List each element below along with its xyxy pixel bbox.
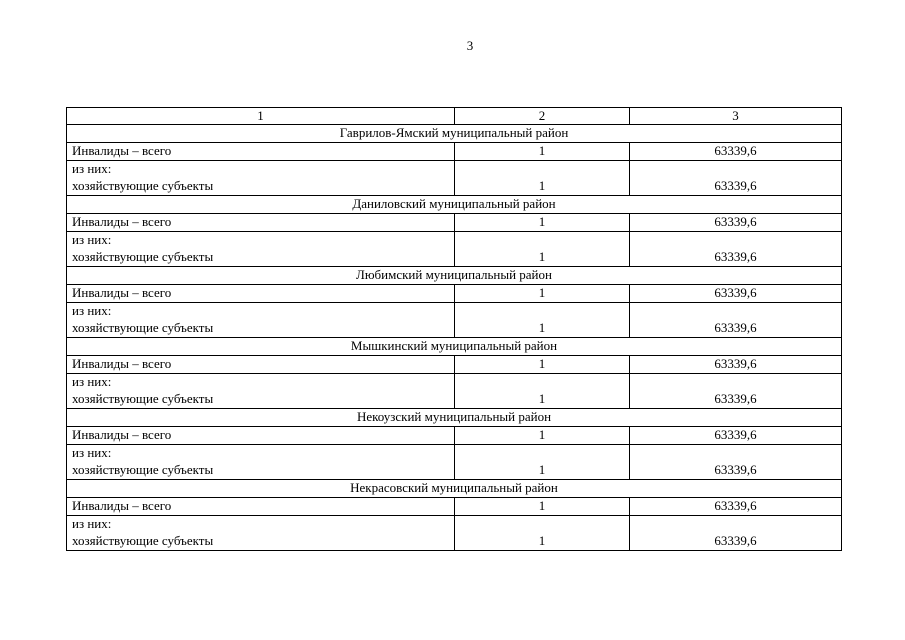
row-amount-total: 63339,6 [630, 214, 842, 232]
row-count-entities: 1 [455, 445, 630, 480]
header-cell-1: 1 [67, 108, 455, 125]
district-name: Некрасовский муниципальный район [67, 480, 842, 498]
row-count-total: 1 [455, 143, 630, 161]
table-row [67, 445, 842, 480]
row-label-subentities [67, 516, 455, 551]
table-row [67, 214, 842, 232]
district-row [67, 267, 842, 285]
district-row [67, 409, 842, 427]
row-label-subentities [67, 232, 455, 267]
row-label-total: Инвалиды – всего [67, 143, 455, 161]
row-count-entities: 1 [455, 303, 630, 338]
table-row [67, 161, 842, 196]
row-label-entities: хозяйствующие субъекты [72, 249, 214, 264]
row-label-total: Инвалиды – всего [67, 356, 455, 374]
row-label-of-them: из них: [72, 232, 112, 247]
row-label-total: Инвалиды – всего [67, 285, 455, 303]
row-label-subentities [67, 161, 455, 196]
row-amount-entities: 63339,6 [630, 374, 842, 409]
table-row [67, 285, 842, 303]
district-name: Даниловский муниципальный район [67, 196, 842, 214]
row-count-total: 1 [455, 285, 630, 303]
row-amount-entities: 63339,6 [630, 303, 842, 338]
table-row [67, 232, 842, 267]
table-row [67, 143, 842, 161]
row-label-of-them: из них: [72, 374, 112, 389]
row-label-subentities [67, 445, 455, 480]
district-name: Гаврилов-Ямский муниципальный район [67, 125, 842, 143]
district-name: Любимский муниципальный район [67, 267, 842, 285]
page-number: 3 [466, 38, 474, 53]
row-label-entities: хозяйствующие субъекты [72, 178, 214, 193]
district-row [67, 338, 842, 356]
row-amount-entities: 63339,6 [630, 232, 842, 267]
district-name: Некоузский муниципальный район [67, 409, 842, 427]
district-row [67, 125, 842, 143]
row-amount-entities: 63339,6 [630, 516, 842, 551]
district-name: Мышкинский муниципальный район [67, 338, 842, 356]
row-amount-total: 63339,6 [630, 356, 842, 374]
row-label-of-them: из них: [72, 445, 112, 460]
row-label-of-them: из них: [72, 516, 112, 531]
row-label-total: Инвалиды – всего [67, 214, 455, 232]
row-amount-total: 63339,6 [630, 285, 842, 303]
table-row [67, 303, 842, 338]
row-count-entities: 1 [455, 232, 630, 267]
row-count-entities: 1 [455, 161, 630, 196]
table-row [67, 356, 842, 374]
row-label-total: Инвалиды – всего [67, 427, 455, 445]
row-label-entities: хозяйствующие субъекты [72, 320, 214, 335]
row-count-total: 1 [455, 356, 630, 374]
row-label-entities: хозяйствующие субъекты [72, 391, 214, 406]
row-amount-entities: 63339,6 [630, 445, 842, 480]
row-label-of-them: из них: [72, 161, 112, 176]
row-count-entities: 1 [455, 516, 630, 551]
row-amount-total: 63339,6 [630, 427, 842, 445]
row-label-subentities [67, 374, 455, 409]
row-count-total: 1 [455, 214, 630, 232]
row-label-entities: хозяйствующие субъекты [72, 533, 214, 548]
row-count-total: 1 [455, 498, 630, 516]
header-cell-3: 3 [630, 108, 842, 125]
row-label-subentities [67, 303, 455, 338]
row-label-of-them: из них: [72, 303, 112, 318]
report-table [66, 107, 842, 551]
row-amount-total: 63339,6 [630, 498, 842, 516]
row-count-total: 1 [455, 427, 630, 445]
table-row [67, 498, 842, 516]
row-amount-entities: 63339,6 [630, 161, 842, 196]
district-row [67, 480, 842, 498]
table-row [67, 374, 842, 409]
header-cell-2: 2 [455, 108, 630, 125]
row-count-entities: 1 [455, 374, 630, 409]
table-header-row [67, 108, 842, 125]
row-label-total: Инвалиды – всего [67, 498, 455, 516]
district-row [67, 196, 842, 214]
table-row [67, 516, 842, 551]
row-label-entities: хозяйствующие субъекты [72, 462, 214, 477]
table-row [67, 427, 842, 445]
row-amount-total: 63339,6 [630, 143, 842, 161]
